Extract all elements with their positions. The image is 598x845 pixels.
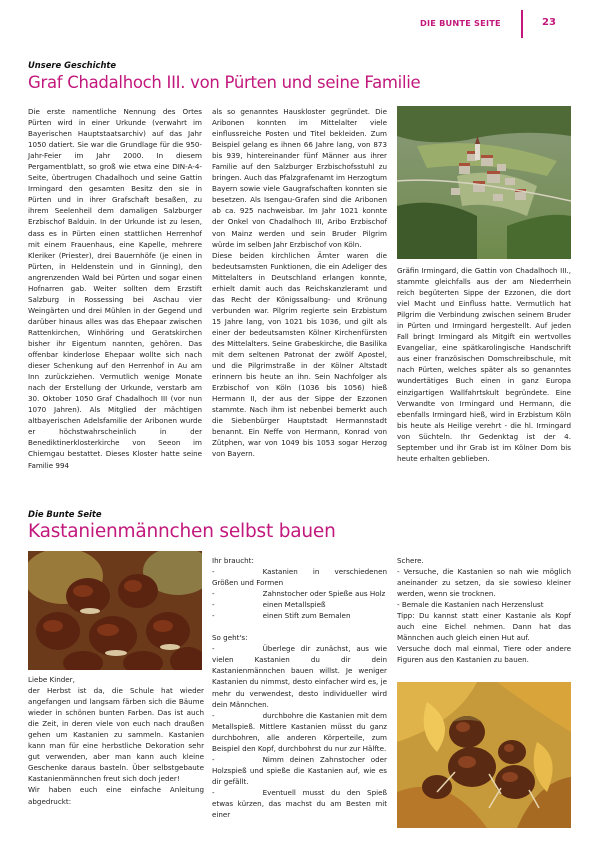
article1-title: Graf Chadalhoch III. von Pürten und seine Familie bbox=[28, 73, 421, 92]
section-label: DIE BUNTE SEITE bbox=[420, 18, 501, 28]
list-dash: - bbox=[212, 644, 215, 654]
aerial-village-photo bbox=[397, 106, 571, 259]
chestnuts-photo bbox=[28, 551, 202, 670]
page-number: 23 bbox=[542, 17, 556, 28]
article1-column-3 bbox=[397, 265, 571, 464]
materials-item: - einen Metallspieß bbox=[212, 600, 326, 610]
materials-item: - einen Stift zum Bemalen bbox=[212, 611, 351, 621]
instruction-line: Tipp: Du kannst statt einer Kastanie als Kopf auch eine Eichel nehmen. Dann hat das Männchen auch gleich einen Hut auf. bbox=[397, 611, 571, 643]
list-dash: - bbox=[212, 589, 215, 599]
article2-title: Kastanienmännchen selbst bauen bbox=[28, 521, 336, 542]
article1-column-2 bbox=[212, 106, 387, 460]
materials-title: Ihr braucht: bbox=[212, 556, 254, 565]
instruction-line: - Bemale die Kastanien nach Herzenslust bbox=[397, 600, 544, 610]
article1-paragraph: als so genanntes Hauskloster gegründet. Die Aribonen konnten im Mittelalter viele einflussreiche Posten und Titel bekleiden. Zum Beispiel gelang es ihnen 66 Jahre lang, von 873 bis 939, hintereinander fünf Männer aus ihrer Familie auf den Salzburger Erzbischofsstuhl zu bringen. Auch das Pfalzgrafenamt im Herzogtum Bayern sowie viele Gaugrafschaften konnten sie besetzen. Als Isengau-Grafen sind die Aribonen ab ca. 925 nachweisbar. Im Jahr 1021 konnte der Onkel von Chadalhoch III, Aribo Erzbischof von Mainz werden und sein Bruder Pilgrim würde im selben Jahr Erzbischof von Köln. bbox=[212, 107, 387, 249]
article1-paragraph: Diese beiden kirchlichen Ämter waren die bedeutsamsten Funktionen, die ein Adeliger des Mittelalters in Deutschland erlangen konnte, erhielt damit auch das Reichskanzleramt und das Recht der Königssalbung- und Krönung verbunden war. Pilgrim regierte sein Erzbistum 15 Jahre lang, von 1021 bis 1036, und gilt als einer der bedeutsamsten Kölner Kirchenfürsten des Mittelalters. Seine Grabeskirche, die Basilika mit dem seltenen Patronat der zwölf Apostel, und die Pilgrimstraße in der Kölner Altstadt erinnern bis heute an ihn. Sein Nachfolger als Erzbischof von Köln (1036 bis 1056) hieß Hermann II, der aus der Sippe der Ezzonen stammte. Nach ihm ist nebenbei bemerkt auch die Siebenbürger Hauptstadt Hermannstadt benannt. Ein Neffe von Hermann, Konrad von Zütphen, war von 1049 bis 1053 sogar Herzog von Bayern. bbox=[212, 250, 387, 459]
materials-item: - Zahnstocher oder Spieße aus Holz bbox=[212, 589, 386, 599]
list-dash: - bbox=[212, 710, 215, 720]
header-divider bbox=[521, 10, 523, 38]
article1-paragraph: Gräfin Irmingard, die Gattin von Chadalhoch III., stammte gleichfalls aus der am Niederrhein reich begüterten Sippe der Ezzonen, die dort viel Macht und Einfluss hatte. Vermutlich hat Pilgrim die Verbindung zwischen seinem Bruder in Pürten und Irmingard hergestellt. Auf jeden Fall bringt Irmingard als Mitgift ein wertvolles Evangeliar, eine spätkarolingische Handschrift aus einer französischen Domschreibschule, mit nach Pürten, welches später als so genanntes wundertätiges Buch einen in ganz Europa einzigartigen Wallfahrtskult begründete. Eine Verwandte von Irmingard und Hermann, die ebenfalls Irmingard hieß, wird in Erzbistum Köln bis heute als Heilige verehrt - die hl. Irmingard von Süchteln. Ihr Gedenktag ist der 4. September und ihr Grab ist im Kölner Dom bis heute erhalten geblieben. bbox=[397, 266, 571, 463]
list-dash: - bbox=[212, 600, 215, 610]
intro-line: Wir haben euch eine einfache Anleitung abgedruckt: bbox=[28, 785, 204, 806]
steps-title: So geht's: bbox=[212, 633, 248, 643]
list-dash: - bbox=[212, 754, 215, 764]
step-item: - Nimm deinen Zahnstocher oder Holzspieß und spieße die Kastanien auf, wie es dir gefällt. bbox=[212, 754, 387, 786]
step-item: - Überlege dir zunächst, aus wie vielen Kastanien du dir dein Kastanienmännchen bauen willst. Je weniger Kastanien du nimmst, desto einfacher wird es, je mehr du verwendest, desto individueller wird dein Männchen. bbox=[212, 644, 387, 709]
intro-line: Liebe Kinder, bbox=[28, 675, 75, 684]
materials-item: - Kastanien in verschiedenen Größen und Formen bbox=[212, 567, 387, 588]
article1-paragraph: Die erste namentliche Nennung des Ortes Pürten wird in einer Urkunde (verwahrt im Bayerischen Hauptstaatsarchiv) auf das Jahr 1050 datiert. Sie war die Grundlage für die 950-Jahr-Feier im Jahr 2000. In diesem Pergamentblatt, so groß wie etwa eine DIN-A-4-Seite, übertrugen Chadalhoch und seine Gattin Irmingard den gesamten Besitz den sie in Pürten und in ihrer Grafschaft besaßen, zu ihrem Seelenheil dem damaligen Salzburger Erzbischof Balduin. In der Urkunde ist zu lesen, dass es in Pürten einen stattlichen Herrenhof mit einem Frauenhaus, eine Kapelle, mehrere Kleriker (Priester), drei Bauernhöfe (je einen in Pürten, in Heldenstein und in Ginning), den angrenzenden Wald bei Pürten und sogar einen Hofnarren gab. Weiter sollten dem Erzstift Salzburg in Rossessing bei Aschau vier Weingärten und drei Mühlen in der Gegend und darüber hinaus alles was das Ehepaar zwischen Rattenkirchen, Winhöring und Geratskirchen bisher ihr Eigentum nannten, gehören. Das offenbar kinderlose Ehepaar wollte sich nach dieser Schenkung auf den Herrenhof in Au am Inn zurückziehen. Vermutlich wenige Monate nach der Erstellung der Urkunde, verstarb am 30. Oktober 1050 Graf Chadalhoch III (vor nun 1070 Jahren). Als Mitglied der mächtigen altbayerischen Adelsfamilie der Aribonen wurde er höchstwahrscheinlich in der Benediktinerklosterkirche von Seeon im Chiemgau bestattet. Dieses Kloster hatte seine Familie 994 bbox=[28, 107, 202, 470]
list-dash: - bbox=[212, 567, 215, 577]
article2-column-3 bbox=[397, 555, 571, 665]
article1-column-1 bbox=[28, 106, 202, 471]
article1-kicker: Unsere Geschichte bbox=[28, 60, 117, 70]
step-item: - durchbohre die Kastanien mit dem Metallspieß. Mittlere Kastanien müsst du ganz durchbohren, alle anderen Körperteile, zum Beispiel den Kopf, durchbohrst du nur zur Hälfte. bbox=[212, 710, 387, 753]
list-dash: - bbox=[212, 611, 215, 621]
instruction-line: Schere. bbox=[397, 556, 424, 565]
article2-column-2 bbox=[212, 555, 387, 820]
article2-kicker: Die Bunte Seite bbox=[28, 509, 102, 519]
chestnut-figures-photo bbox=[397, 682, 571, 828]
article2-intro bbox=[28, 674, 204, 807]
instruction-line: Versuche doch mal einmal, Tiere oder andere Figuren aus den Kastanien zu bauen. bbox=[397, 644, 571, 665]
step-item: - Eventuell musst du den Spieß etwas kürzen, das machst du am Besten mit einer bbox=[212, 787, 387, 820]
list-dash: - bbox=[212, 787, 215, 797]
instruction-line: - Versuche, die Kastanien so nah wie möglich aneinander zu setzen, da sie sowieso kleiner werden, wenn sie trocknen. bbox=[397, 567, 571, 599]
intro-line: der Herbst ist da, die Schule hat wieder angefangen und langsam färben sich die Bäume wieder in schönen bunten Farben. Das ist auch die Zeit, in deren viele von euch nach draußen gehen um Kastanien zu sammeln. Kastanien kann man für eine herbstliche Dekoration sehr gut verwenden, aber man kann auch kleine Geschenke daraus basteln. Über selbstgebaute Kastanienmännchen freut sich doch jeder! bbox=[28, 686, 204, 784]
